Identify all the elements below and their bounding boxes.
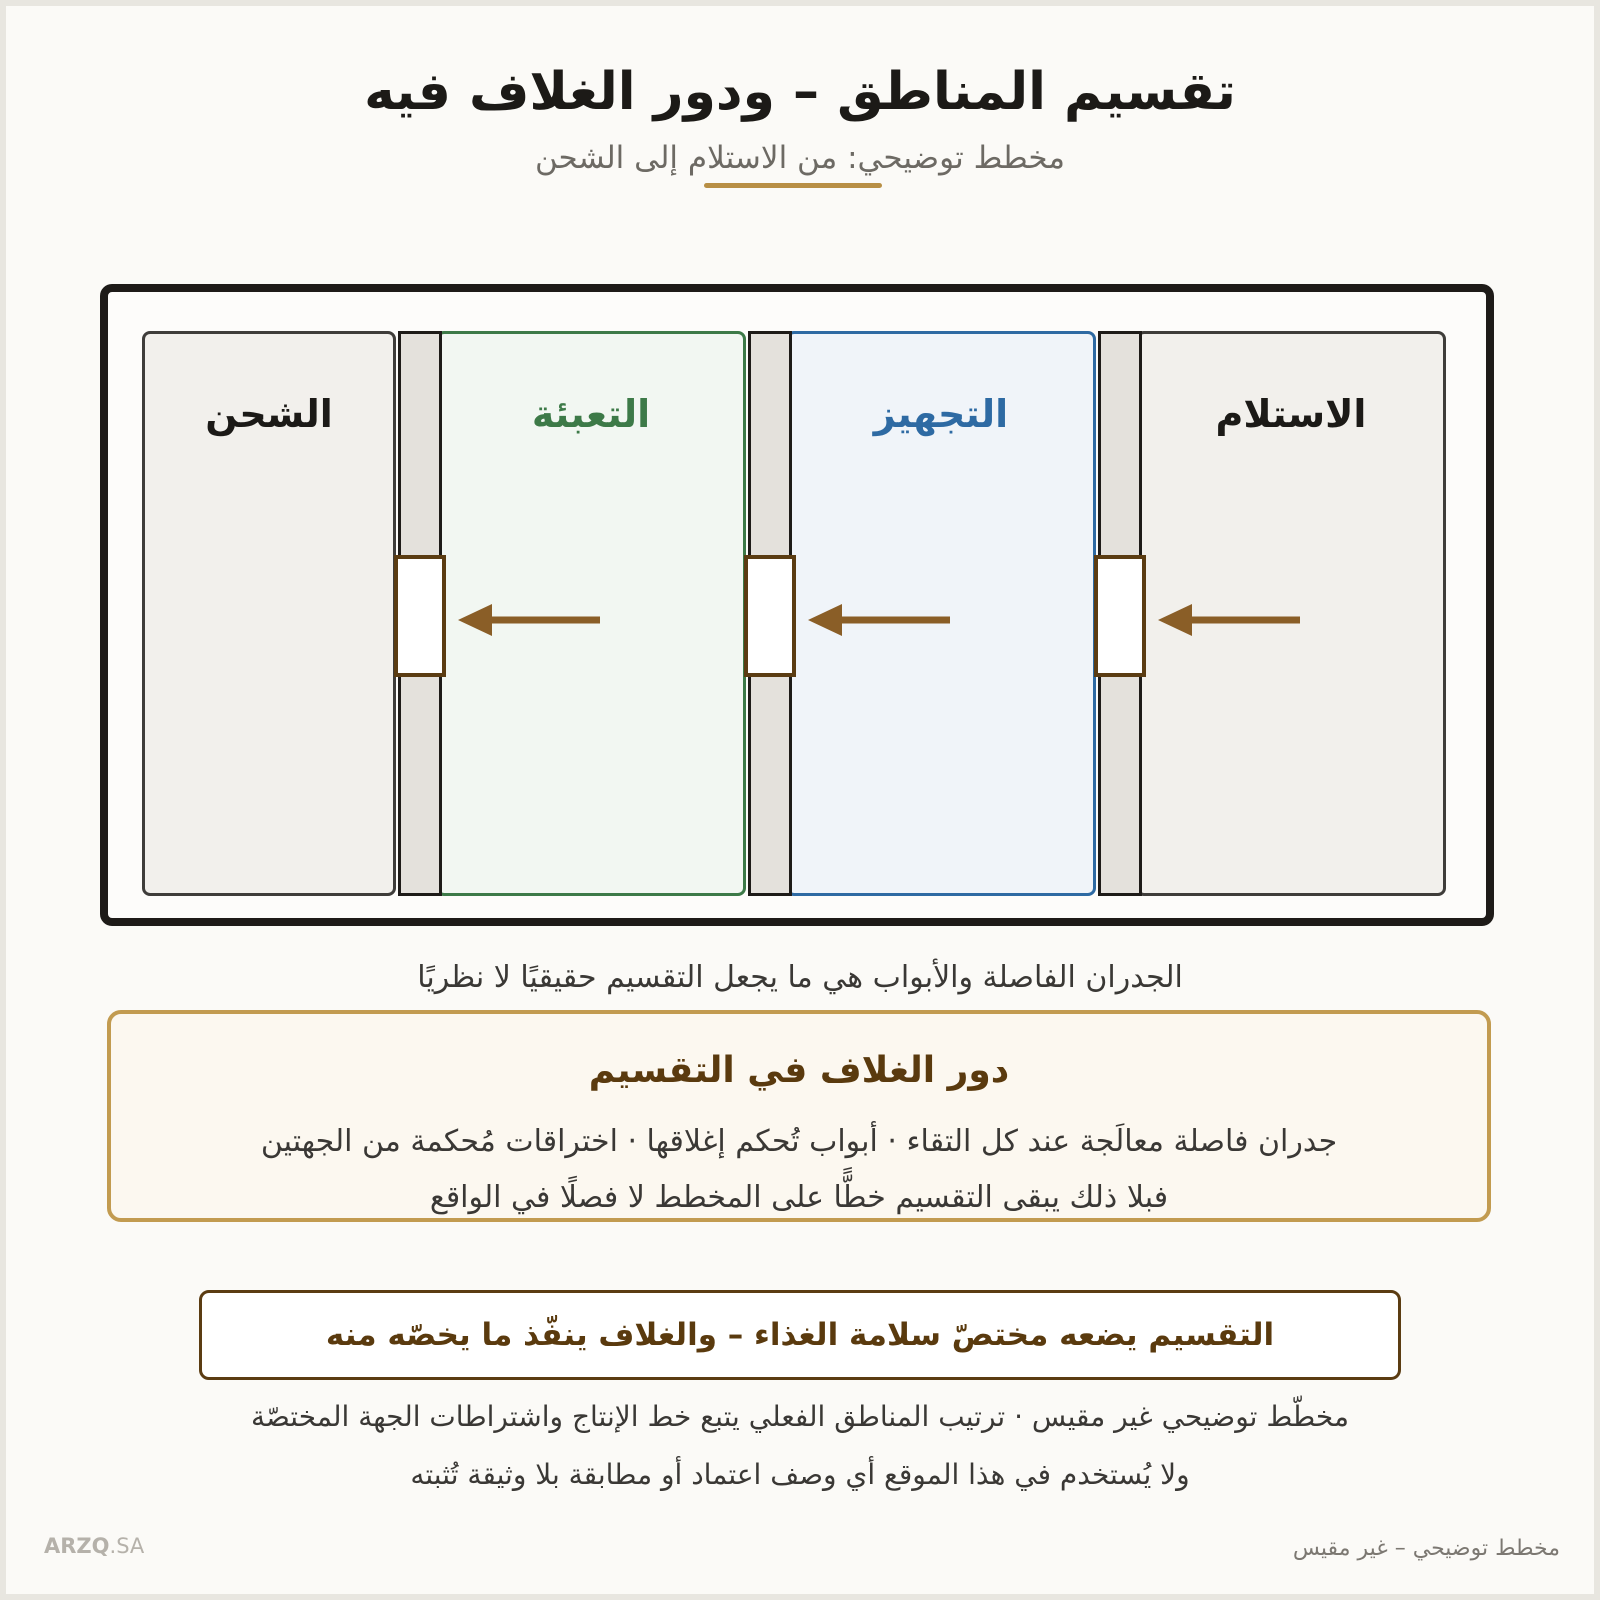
page-title: تقسيم المناطق – ودور الغلاف فيه: [364, 62, 1236, 122]
door-packing-shipping: [394, 555, 446, 677]
disclaimer-note: مخطّط توضيحي غير مقيس · ترتيب المناطق الفعلي يتبع خط الإنتاج واشتراطات الجهة المختصّة: [251, 1400, 1349, 1433]
zone-packing-label: التعبئة: [531, 392, 651, 436]
envelope-role-title: دور الغلاف في التقسيم: [588, 1050, 1010, 1091]
diagram-caption: الجدران الفاصلة والأبواب هي ما يجعل التقسيم حقيقيًا لا نظريًا: [417, 960, 1183, 995]
page-subtitle: مخطط توضيحي: من الاستلام إلى الشحن: [534, 140, 1066, 176]
zone-shipping: [142, 331, 396, 896]
key-statement: التقسيم يضعه مختصّ سلامة الغذاء – والغلاف ينفّذ ما يخصّه منه: [199, 1290, 1401, 1380]
zone-shipping-label: الشحن: [205, 392, 333, 436]
brand-name: ARZQ: [44, 1534, 110, 1558]
brand-suffix: .SA: [109, 1534, 145, 1558]
zone-receiving-label: الاستلام: [1215, 392, 1367, 436]
envelope-role-line: فبلا ذلك يبقى التقسيم خطًّا على المخطط لا فصلًا في الواقع: [429, 1180, 1169, 1215]
zone-preparation-label: التجهيز: [873, 392, 1009, 436]
envelope-role-line: جدران فاصلة معالَجة عند كل التقاء · أبواب تُحكم إغلاقها · اختراقات مُحكمة من الجهتين: [260, 1124, 1338, 1159]
door-receiving-preparation: [1094, 555, 1146, 677]
envelope-role-box: [107, 1010, 1491, 1222]
subtitle-underline: [704, 183, 882, 188]
brand-logo: [44, 1534, 144, 1558]
footer-note: مخطط توضيحي – غير مقيس: [1292, 1536, 1560, 1561]
flow-arrow-icon: [806, 598, 956, 642]
door-preparation-packing: [744, 555, 796, 677]
flow-arrow-icon: [1156, 598, 1306, 642]
flow-arrow-icon: [456, 598, 606, 642]
disclaimer-note: ولا يُستخدم في هذا الموقع أي وصف اعتماد أو مطابقة بلا وثيقة تُثبته: [410, 1458, 1190, 1491]
